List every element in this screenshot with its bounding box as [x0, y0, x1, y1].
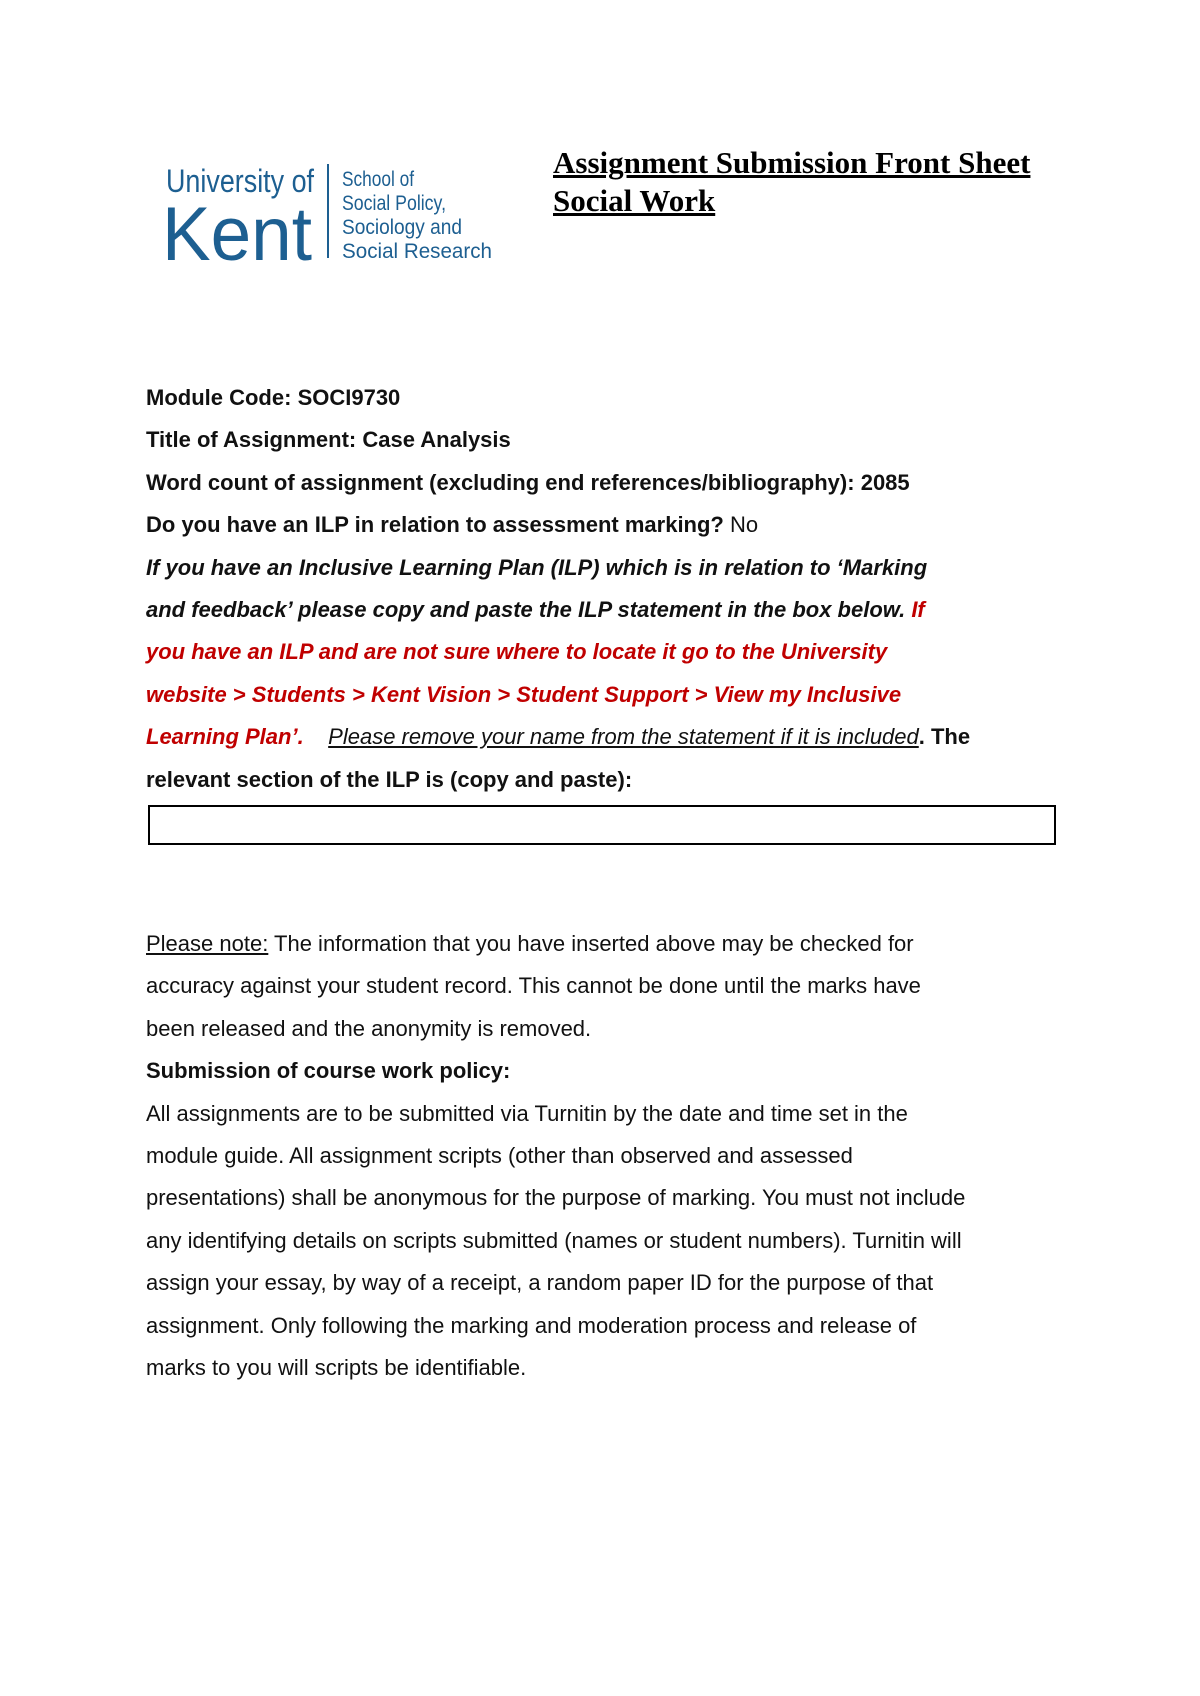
ilp-instruction-line-5	[146, 716, 1066, 758]
note-line-2: accuracy against your student record. This cannot be done until the marks have	[146, 973, 921, 999]
assignment-title-row	[146, 419, 1066, 461]
form-fields	[146, 377, 1066, 801]
ilp-instruction-line-2-red: If	[911, 597, 925, 623]
ilp-instruction-line-6: relevant section of the ILP is (copy and paste):	[146, 766, 633, 792]
word-count-value: 2085	[860, 469, 910, 495]
ilp-instruction-line-4: website > Students > Kent Vision > Student Support > View my Inclusive	[146, 681, 902, 707]
document-title	[553, 144, 1073, 220]
title-line-2: Social Work	[553, 183, 716, 218]
word-count-row	[146, 462, 1066, 504]
note-line-3: been released and the anonymity is removed.	[146, 1015, 592, 1041]
policy-line: All assignments are to be submitted via Turnitin by the date and time set in the	[146, 1100, 908, 1126]
ilp-instruction-line-2	[146, 589, 1066, 631]
assignment-title-value: Case Analysis	[362, 427, 511, 453]
logo-school-line-2: Social Policy,	[342, 192, 446, 215]
ilp-question-row	[146, 504, 1066, 546]
module-code-row	[146, 377, 1066, 419]
remove-name-instruction: Please remove your name from the statement if it is included	[328, 724, 919, 750]
ilp-instruction-line-2-black: and feedback’ please copy and paste the ILP statement in the box below.	[146, 597, 906, 623]
ilp-instruction-line-3: you have an ILP and are not sure where to locate it go to the University	[146, 639, 888, 665]
logo-university-text: University of	[166, 163, 315, 199]
logo-kent-text: Kent	[162, 192, 312, 276]
note-label: Please note:	[146, 931, 269, 956]
logo-school-line-3: Sociology and	[342, 216, 462, 239]
policy-heading: Submission of course work policy:	[146, 1058, 511, 1084]
title-line-1: Assignment Submission Front Sheet	[553, 145, 1031, 180]
ilp-instruction-line-5-end: . The	[918, 724, 971, 750]
policy-line: marks to you will scripts be identifiable.	[146, 1355, 527, 1381]
ilp-question: Do you have an ILP in relation to assessment marking?	[146, 512, 724, 538]
logo-school-line-4: Social Research	[342, 240, 492, 263]
policy-line: module guide. All assignment scripts (other than observed and assessed	[146, 1143, 853, 1169]
assignment-title-label: Title of Assignment:	[146, 427, 357, 453]
note-line-1	[146, 923, 1066, 965]
university-of-kent-logo	[160, 158, 500, 276]
policy-line: assignment. Only following the marking and moderation process and release of	[146, 1312, 917, 1338]
note-and-policy	[146, 923, 1066, 1389]
policy-line: assign your essay, by way of a receipt, a random paper ID for the purpose of that	[146, 1270, 934, 1296]
word-count-label: Word count of assignment (excluding end references/bibliography):	[146, 469, 855, 495]
policy-line: any identifying details on scripts submitted (names or student numbers). Turnitin will	[146, 1227, 962, 1253]
note-text-1: The information that you have inserted above may be checked for	[274, 931, 914, 956]
ilp-instruction-line-5-red: Learning Plan’.	[146, 724, 304, 750]
logo-school-line-1: School of	[342, 168, 415, 191]
module-code-label: Module Code:	[146, 385, 292, 410]
ilp-answer: No	[730, 512, 759, 538]
ilp-instruction-line-1: If you have an Inclusive Learning Plan (ILP) which is in relation to ‘Marking	[146, 554, 928, 580]
policy-line: presentations) shall be anonymous for the purpose of marking. You must not include	[146, 1185, 966, 1211]
module-code-value: SOCI9730	[297, 385, 401, 410]
ilp-statement-box[interactable]	[148, 805, 1056, 845]
